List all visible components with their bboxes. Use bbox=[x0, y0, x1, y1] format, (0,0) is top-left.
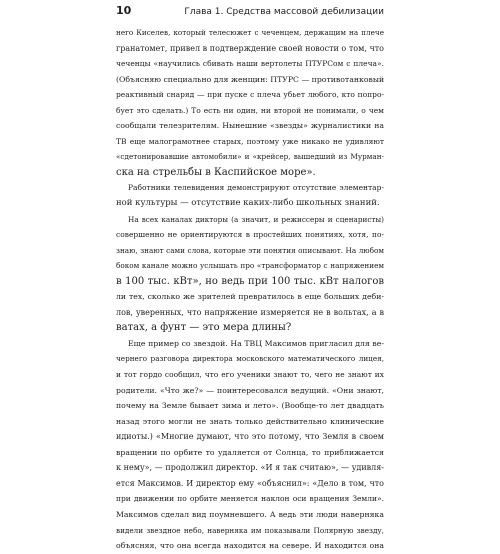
text-line: объясняя, что она всегда находится на севере. И находится она bbox=[116, 541, 384, 551]
text-line: бует это сделать.) То есть ни один, ни второй не понимали, о чем bbox=[116, 105, 384, 115]
text-line: ТВ еще малограмотнее старых, поэтому уже никако не удивляют bbox=[116, 136, 384, 146]
text-line: боком канале можно услышать про «трансформатор с напряжением bbox=[116, 261, 384, 271]
text-line: Максимов сделал вид поумневшего. А ведь эти люди наверняка bbox=[116, 509, 384, 519]
text-line: «сдетонировавшие автомобили» и «крейсер, вышедший из Мурман- bbox=[116, 152, 384, 162]
text-line: ска на стрельбы в Каспийское море». bbox=[116, 166, 316, 178]
page-number: 10 bbox=[116, 4, 132, 17]
text-line: родители. «Что же?» — поинтересовался ведущий. «Они знают, bbox=[116, 385, 384, 395]
text-line: чернего разговора директора московского математического лицея, bbox=[116, 354, 384, 364]
text-line: при движении по орбите меняется наклон оси вращения Земли». bbox=[116, 494, 384, 504]
text-line: ватах, а фунт — это мера длины? bbox=[116, 322, 292, 334]
chapter-title: Глава 1. Средства массовой дебилизации bbox=[184, 7, 384, 17]
text-line: идиоты.) «Многие думают, что это потому, что Земля в своем bbox=[116, 432, 384, 442]
text-line: (Объясняю специально для женщин: ПТУРС — противотанковый bbox=[116, 74, 384, 84]
text-line: ется Максимов. И директор ему «объяснил»: «Дело в том, что bbox=[116, 478, 384, 488]
text-line: лов, уверенных, что напряжение измеряется не в вольтах, а в bbox=[116, 307, 384, 317]
text-line: чеченцы «научились сбивать наши вертолеты ПТУРСом с плеча». bbox=[116, 59, 384, 69]
text-line: знаю, знают сами слова, которые эти понятия описывают. На любом bbox=[116, 245, 384, 255]
text-line: гранатомет, привел в подтверждение своей новости о том, что bbox=[116, 43, 384, 53]
text-line: него Киселев, который телесюжет с чеченцем, держащим на плече bbox=[116, 28, 384, 37]
text-line: ли тех, сколько же зрителей превратилось в еще больших деби- bbox=[116, 292, 384, 302]
page-header bbox=[116, 4, 384, 20]
text-line: ной культуры — отсутствие каких-либо школьных знаний. bbox=[116, 198, 380, 209]
text-line: видели звездное небо, наверняка им показывали Полярную звезду, bbox=[116, 525, 384, 535]
text-line: сообщали телезрителям. Нынешние «звезды» журналистики на bbox=[116, 121, 384, 131]
text-line: На всех каналах дикторы (а значит, и режиссеры и сценаристы) bbox=[128, 214, 384, 224]
page-body-text bbox=[116, 25, 384, 554]
text-line: вращении по орбите то удаляется от Солнца, то приближается bbox=[116, 447, 384, 457]
text-line: и тот гордо сообщил, что его ученики знают то, чего не знают их bbox=[116, 370, 384, 380]
text-line: почему на Земле бывает зима и лето». (Вообще-то лет двадцать bbox=[116, 401, 384, 411]
text-line: назад этого могли не знать только действительно клинические bbox=[116, 416, 384, 426]
text-line: в 100 тыс. кВт», но ведь при 100 тыс. кВт налогов bbox=[116, 275, 384, 287]
text-line: Еще пример со звездой. На ТВЦ Максимов пригласил для ве- bbox=[128, 338, 384, 348]
text-line: к нему», — продолжил директор. «И я так считаю», — удивля- bbox=[116, 463, 384, 473]
text-line: Работники телевидения демонстрируют отсутствие элементар- bbox=[128, 183, 384, 193]
text-line: совершенно не ориентируются в простейших понятиях, хотя, по- bbox=[116, 230, 384, 240]
text-line: реактивный снаряд — при пуске с плеча убьет любого, кто попро- bbox=[116, 90, 384, 100]
